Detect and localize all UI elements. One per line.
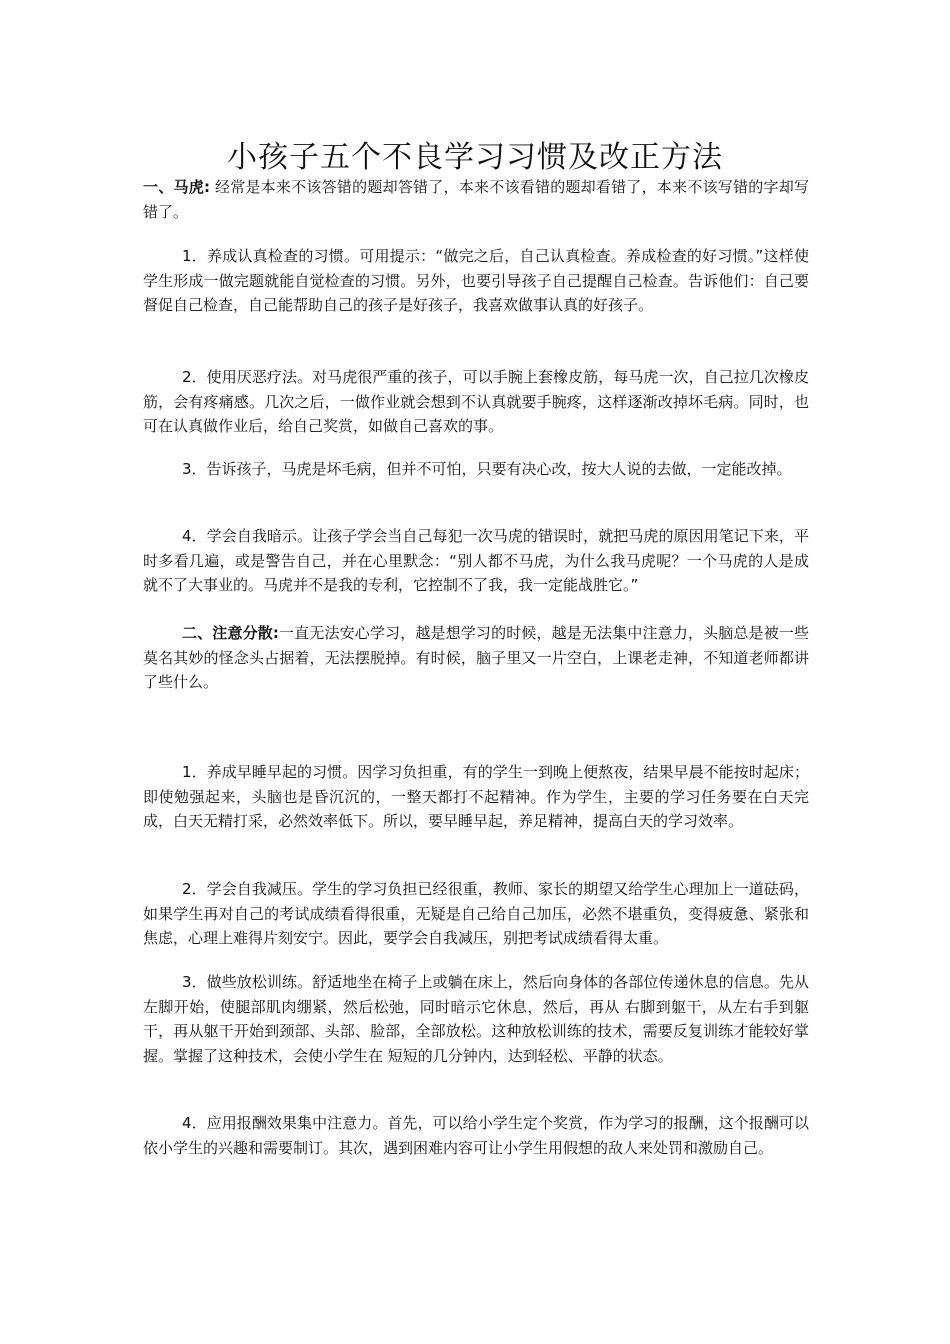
document-title: 小孩子五个不良学习习惯及改正方法 xyxy=(227,140,723,175)
section-1-intro-paragraph xyxy=(143,175,809,224)
section-1-item-2: 2．使用厌恶疗法。对马虎很严重的孩子，可以手腕上套橡皮筋，每马虎一次，自己拉几次橡皮筋，会有疼痛感。几次之后，一做作业就会想到不认真就要手腕疼，这样逐渐改掉坏毛病。同时，也可在认真做作业后，给自己奖赏，如做自己喜欢的事。 xyxy=(143,368,809,435)
section-2-intro: 一直无法安心学习，越是想学习的时候，越是无法集中注意力，头脑总是被一些莫名其妙的怪念头占据着，无法摆脱掉。有时候，脑子里又一片空白，上课老走神，不知道老师都讲了些什么。 xyxy=(143,624,809,691)
section-1-heading: 一、马虎: xyxy=(143,178,210,196)
section-1-item-1: 1．养成认真检查的习惯。可用提示：“做完之后，自己认真检查。养成检查的好习惯。”这样使学生形成一做完题就能自觉检查的习惯。另外，也要引导孩子自己提醒自己检查。告诉他们：自己要督促自己检查，自己能帮助自己的孩子是好孩子，我喜欢做事认真的好孩子。 xyxy=(143,247,809,314)
section-2-heading: 二、注意分散: xyxy=(182,624,279,642)
section-2-item-2: 2．学会自我减压。学生的学习负担已经很重，教师、家长的期望又给学生心理加上一道砝码，如果学生再对自己的考试成绩看得很重，无疑是自己给自己加压，必然不堪重负，变得疲惫、紧张和焦虑，心理上难得片刻安宁。因此，要学会自我减压，别把考试成绩看得太重。 xyxy=(143,880,809,947)
section-1-intro: 经常是本来不该答错的题却答错了，本来不该看错的题却看错了，本来不该写错的字却写错了。 xyxy=(143,178,809,221)
section-1-item-4: 4．学会自我暗示。让孩子学会当自己每犯一次马虎的错误时，就把马虎的原因用笔记下来，平时多看几遍，或是警告自己，并在心里默念：“别人都不马虎，为什么我马虎呢？一个马虎的人是成就不了大事业的。马虎并不是我的专利，它控制不了我，我一定能战胜它。” xyxy=(143,527,809,594)
section-2-item-3: 3．做些放松训练。舒适地坐在椅子上或躺在床上，然后向身体的各部位传递休息的信息。先从左脚开始，使腿部肌肉绷紧，然后松弛，同时暗示它休息，然后，再从 右脚到躯干，从左右手到躯干，再从躯干开始到颈部、头部、脸部，全部放松。这种放松训练的技术，需要反复训练才能较好掌握。掌握了这种技术，会使小学生在 短短的几分钟内，达到轻松、平静的状态。 xyxy=(143,973,809,1065)
section-2-intro-paragraph xyxy=(143,621,809,695)
section-1-item-3: 3．告诉孩子，马虎是坏毛病，但并不可怕，只要有决心改，按大人说的去做，一定能改掉。 xyxy=(182,460,792,478)
section-2-item-1: 1．养成早睡早起的习惯。因学习负担重，有的学生一到晚上便熬夜，结果早晨不能按时起床；即使勉强起来，头脑也是昏沉沉的，一整天都打不起精神。作为学生，主要的学习任务要在白天完成，白天无精打采，必然效率低下。所以，要早睡早起，养足精神，提高白天的学习效率。 xyxy=(143,763,809,830)
section-2-item-4: 4．应用报酬效果集中注意力。首先，可以给小学生定个奖赏，作为学习的报酬，这个报酬可以依小学生的兴趣和需要制订。其次，遇到困难内容可让小学生用假想的敌人来处罚和激励自己。 xyxy=(143,1114,809,1157)
